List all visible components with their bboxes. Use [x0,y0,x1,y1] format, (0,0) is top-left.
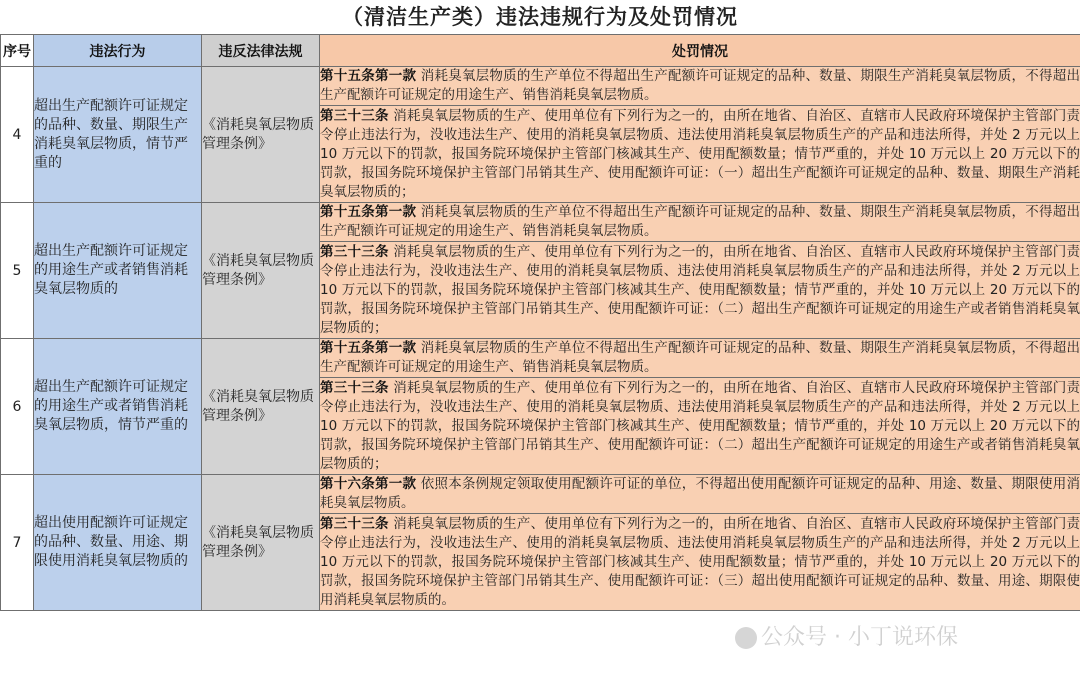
table-row [1,475,1080,514]
table-row [1,67,1080,106]
clause-heading: 第三十三条 [320,107,389,124]
penalty-clause-2 [320,242,1080,339]
row-number: 5 [1,203,34,339]
header-law: 违反法律法规 [202,35,320,67]
clause-text: 消耗臭氧层物质的生产单位不得超出生产配额许可证规定的品种、数量、期限生产消耗臭氧层物质，不得超出生产配额许可证规定的用途生产、销售消耗臭氧层物质。 [320,340,1080,375]
watermark [735,620,1055,650]
clause-heading: 第十六条第一款 [320,476,417,492]
violated-regulation: 《消耗臭氧层物质管理条例》 [202,475,320,611]
clause-heading: 第三十三条 [320,379,389,396]
penalty-clause-2 [320,106,1080,203]
penalty-clause-1 [320,475,1080,514]
clause-text: 消耗臭氧层物质的生产、使用单位有下列行为之一的，由所在地省、自治区、直辖市人民政府环境保护主管部门责令停止违法行为，没收违法生产、使用的消耗臭氧层物质、违法使用消耗臭氧层物质生产的产品和违法所得，并处 2 万元以上 10 万元以下的罚款，报国务院环境保护主管部门核减其生产、使用配额数量；情节严重的，并处 10 万元以上 20 万元以下的罚款，报国务院环境保护主管部门吊销其生产、使用配额许可证：（二）超出生产配额许可证规定的用途生产或者销售消耗臭氧层物质的； [320,379,1080,472]
header-penalty: 处罚情况 [320,35,1080,67]
penalty-clause-2 [320,378,1080,475]
header-no: 序号 [1,35,34,67]
violation-description: 超出生产配额许可证规定的品种、数量、期限生产消耗臭氧层物质，情节严重的 [34,67,202,203]
clause-text: 依照本条例规定领取使用配额许可证的单位，不得超出使用配额许可证规定的品种、用途、数量、期限使用消耗臭氧层物质。 [320,476,1080,511]
violated-regulation: 《消耗臭氧层物质管理条例》 [202,203,320,339]
clause-heading: 第十五条第一款 [320,68,417,84]
penalty-clause-1 [320,203,1080,242]
table-row [1,203,1080,242]
page-title: （清洁生产类）违法违规行为及处罚情况 [342,5,738,29]
clause-text: 消耗臭氧层物质的生产单位不得超出生产配额许可证规定的品种、数量、期限生产消耗臭氧层物质，不得超出生产配额许可证规定的用途生产、销售消耗臭氧层物质。 [320,204,1080,239]
clause-heading: 第十五条第一款 [320,204,417,220]
violations-table [0,34,1080,611]
violation-description: 超出使用配额许可证规定的品种、数量、用途、期限使用消耗臭氧层物质的 [34,475,202,611]
clause-text: 消耗臭氧层物质的生产、使用单位有下列行为之一的，由所在地省、自治区、直辖市人民政府环境保护主管部门责令停止违法行为，没收违法生产、使用的消耗臭氧层物质、违法使用消耗臭氧层物质生产的产品和违法所得，并处 2 万元以上 10 万元以下的罚款，报国务院环境保护主管部门核减其生产、使用配额数量；情节严重的，并处 10 万元以上 20 万元以下的罚款，报国务院环境保护主管部门吊销其生产、使用配额许可证：（一）超出生产配额许可证规定的品种、数量、期限生产消耗臭氧层物质的； [320,107,1080,200]
clause-text: 消耗臭氧层物质的生产、使用单位有下列行为之一的，由所在地省、自治区、直辖市人民政府环境保护主管部门责令停止违法行为，没收违法生产、使用的消耗臭氧层物质、违法使用消耗臭氧层物质生产的产品和违法所得，并处 2 万元以上 10 万元以下的罚款，报国务院环境保护主管部门核减其生产、使用配额数量；情节严重的，并处 10 万元以上 20 万元以下的罚款，报国务院环境保护主管部门吊销其生产、使用配额许可证：（三）超出使用配额许可证规定的品种、数量、用途、期限使用消耗臭氧层物质的。 [320,515,1080,608]
penalty-clause-2 [320,514,1080,611]
clause-heading: 第三十三条 [320,515,389,532]
clause-text: 消耗臭氧层物质的生产、使用单位有下列行为之一的，由所在地省、自治区、直辖市人民政府环境保护主管部门责令停止违法行为，没收违法生产、使用的消耗臭氧层物质、违法使用消耗臭氧层物质生产的产品和违法所得，并处 2 万元以上 10 万元以下的罚款，报国务院环境保护主管部门核减其生产、使用配额数量；情节严重的，并处 10 万元以上 20 万元以下的罚款，报国务院环境保护主管部门吊销其生产、使用配额许可证：（二）超出生产配额许可证规定的用途生产或者销售消耗臭氧层物质的； [320,243,1080,336]
watermark-text: 公众号 · 小丁说环保 [761,625,958,650]
violated-regulation: 《消耗臭氧层物质管理条例》 [202,339,320,475]
row-number: 7 [1,475,34,611]
penalty-clause-1 [320,67,1080,106]
header-act: 违法行为 [34,35,202,67]
violation-description: 超出生产配额许可证规定的用途生产或者销售消耗臭氧层物质，情节严重的 [34,339,202,475]
clause-text: 消耗臭氧层物质的生产单位不得超出生产配额许可证规定的品种、数量、期限生产消耗臭氧层物质，不得超出生产配额许可证规定的用途生产、销售消耗臭氧层物质。 [320,68,1080,103]
table-row [1,339,1080,378]
wechat-icon [735,627,757,649]
clause-heading: 第十五条第一款 [320,340,417,356]
table-header-row [1,35,1080,67]
violation-description: 超出生产配额许可证规定的用途生产或者销售消耗臭氧层物质的 [34,203,202,339]
violated-regulation: 《消耗臭氧层物质管理条例》 [202,67,320,203]
clause-heading: 第三十三条 [320,243,389,260]
row-number: 6 [1,339,34,475]
row-number: 4 [1,67,34,203]
penalty-clause-1 [320,339,1080,378]
